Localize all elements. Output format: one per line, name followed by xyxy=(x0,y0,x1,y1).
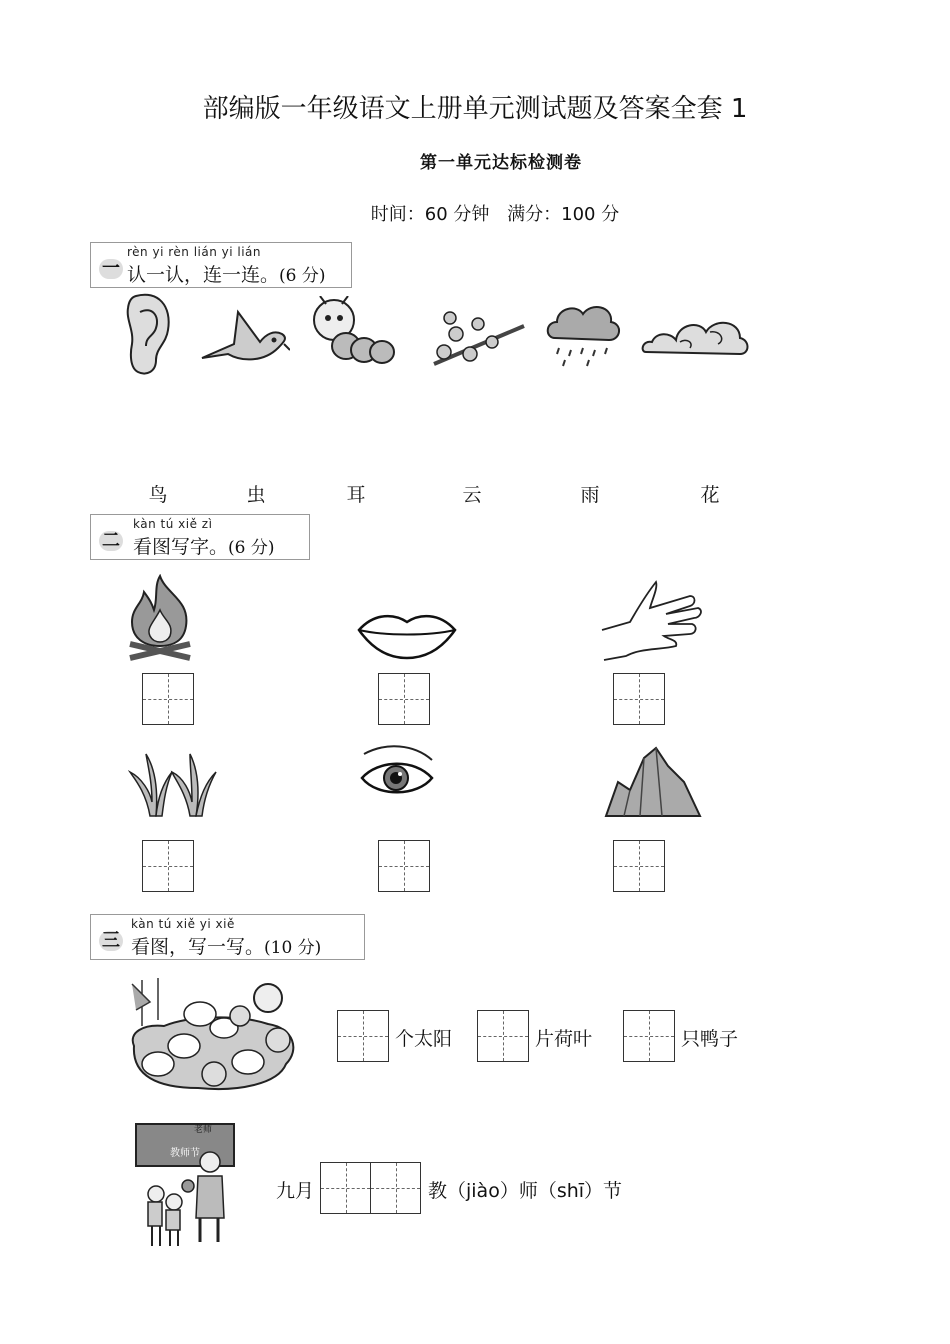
writing-grid-hand[interactable] xyxy=(613,673,665,725)
full-score: 满分：100 分 xyxy=(507,204,620,225)
char-rain: 雨 xyxy=(580,484,600,506)
time-limit: 时间：60 分钟 xyxy=(370,204,490,225)
eye-picture xyxy=(358,744,438,804)
section-1-text: 认一认，连一连。 xyxy=(127,264,280,286)
writing-grid-fire[interactable] xyxy=(142,673,194,725)
label-ducks: 只鸭子 xyxy=(681,1028,739,1050)
caterpillar-picture xyxy=(306,296,402,368)
grass-picture xyxy=(128,752,218,818)
section-3-instruction xyxy=(131,932,321,959)
unit-subtitle: 第一单元达标检测卷 xyxy=(420,153,582,173)
label-suns: 个太阳 xyxy=(395,1028,453,1050)
cloud-picture xyxy=(640,312,752,362)
teachers-day-picture xyxy=(134,1122,238,1250)
mouth-picture xyxy=(355,610,459,662)
label-september: 九月 xyxy=(276,1180,315,1202)
section-1-score: (6 分) xyxy=(279,266,326,286)
pond-scene-picture xyxy=(128,976,300,1096)
section-1-number: 一 xyxy=(99,259,123,279)
writing-grid-leaf-count[interactable] xyxy=(477,1010,529,1062)
flower-branch-picture xyxy=(430,304,528,372)
section-3-pinyin: kàn tú xiě yi xiě xyxy=(131,917,235,931)
writing-grid-duck-count[interactable] xyxy=(623,1010,675,1062)
writing-grid-grass[interactable] xyxy=(142,840,194,892)
char-insect: 虫 xyxy=(246,484,266,506)
label-teachers-day: 教（jiào）师（shī）节 xyxy=(428,1180,623,1202)
section-2-instruction xyxy=(133,532,275,559)
writing-grid-date-1[interactable] xyxy=(320,1162,371,1214)
char-bird: 鸟 xyxy=(148,484,168,506)
writing-grid-mountain[interactable] xyxy=(613,840,665,892)
section-2-header xyxy=(90,514,310,560)
section-3-score: (10 分) xyxy=(264,938,322,958)
hand-picture xyxy=(600,578,704,662)
section-3-header xyxy=(90,914,365,960)
section-2-number: 二 xyxy=(99,531,123,551)
ear-picture xyxy=(122,290,174,378)
bird-picture xyxy=(198,304,290,370)
writing-grid-eye[interactable] xyxy=(378,840,430,892)
section-3-number: 三 xyxy=(99,931,123,951)
writing-grid-sun-count[interactable] xyxy=(337,1010,389,1062)
char-flower: 花 xyxy=(700,484,720,506)
section-2-text: 看图写字。 xyxy=(133,536,229,558)
rain-cloud-picture xyxy=(543,298,623,370)
board-text-festival: 教师节 xyxy=(170,1148,200,1159)
section-1-pinyin: rèn yi rèn lián yi lián xyxy=(127,245,262,259)
section-3-text: 看图，写一写。 xyxy=(131,936,265,958)
board-text-teacher: 老师 xyxy=(194,1125,213,1135)
section-2-score: (6 分) xyxy=(228,538,275,558)
writing-grid-mouth[interactable] xyxy=(378,673,430,725)
label-lotus-leaves: 片荷叶 xyxy=(535,1028,593,1050)
section-2-pinyin: kàn tú xiě zì xyxy=(133,517,213,531)
fire-picture xyxy=(124,574,196,662)
section-1-header xyxy=(90,242,352,288)
document-title: 部编版一年级语文上册单元测试题及答案全套 1 xyxy=(202,94,748,124)
mountain-picture xyxy=(604,746,702,818)
char-ear: 耳 xyxy=(346,484,366,506)
section-1-instruction xyxy=(127,260,326,287)
char-cloud: 云 xyxy=(462,484,482,506)
writing-grid-date-2[interactable] xyxy=(370,1162,421,1214)
exam-info xyxy=(0,200,950,226)
